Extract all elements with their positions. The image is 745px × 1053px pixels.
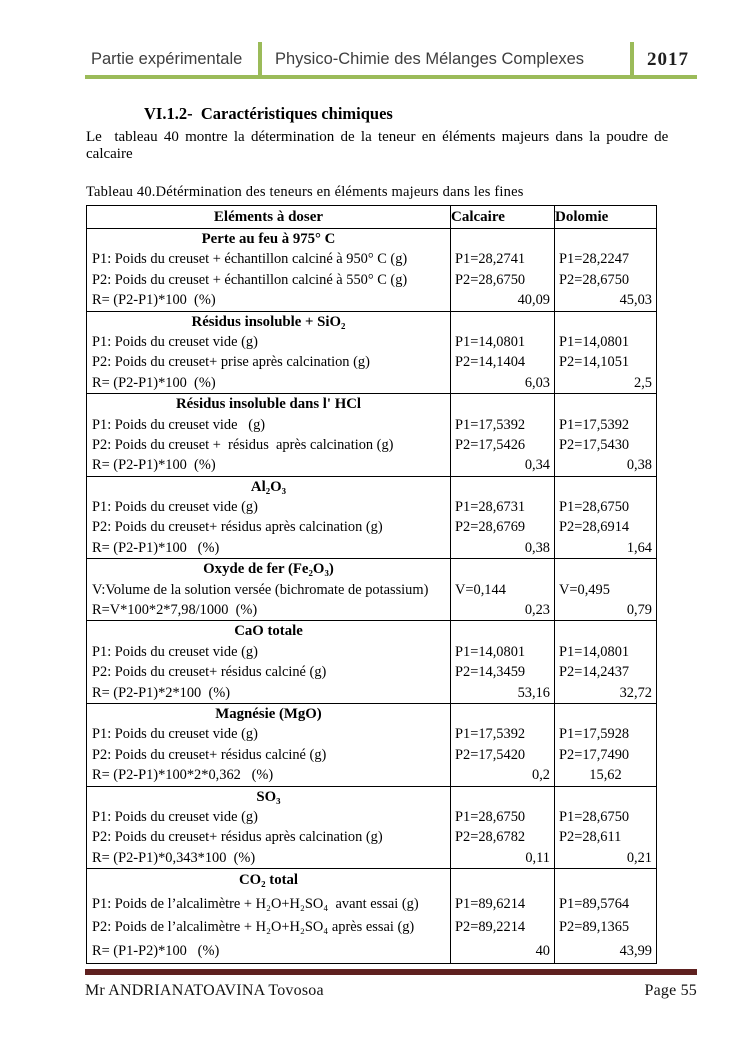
dolomie-value: P1=89,5764 [559,895,630,912]
element-cell [87,311,451,394]
header-year: 2017 [647,48,689,70]
elements-table [86,205,657,964]
dolomie-value: P1=17,5928 [559,726,630,743]
row-label: P2: Poids du creuset+ prise après calcination (g) [92,354,370,371]
calcaire-value: P1=14,0801 [455,333,526,350]
dolomie-cell [555,394,657,477]
calcaire-value: 40 [535,942,550,959]
table-section-row [87,229,657,312]
calcaire-value: P2=14,3459 [455,664,526,681]
footer-text-row [85,982,697,1000]
running-header [85,42,697,79]
dolomie-value: P2=14,2437 [559,664,630,681]
calcaire-value: P1=17,5392 [455,416,526,433]
dolomie-value: P2=17,5430 [559,436,630,453]
calcaire-value: P1=14,0801 [455,643,526,660]
dolomie-value: P2=17,7490 [559,746,630,763]
dolomie-value: P1=28,2247 [559,251,630,268]
calcaire-value: P1=17,5392 [455,726,526,743]
blank-line [555,787,656,807]
column-header-elements: Eléments à doser [87,206,451,229]
calcaire-value: P2=17,5426 [455,436,526,453]
element-cell [87,229,451,312]
calcaire-cell [451,621,555,704]
dolomie-value: P2=28,6750 [559,271,630,288]
page-content [86,104,697,964]
column-header-dolomie: Dolomie [555,206,657,229]
footer-rule [85,969,697,975]
dolomie-value: P1=14,0801 [559,333,630,350]
blank-line [555,559,656,579]
row-label: R= (P2-P1)*100 (%) [92,457,216,474]
section-title: CaO totale [234,623,303,640]
calcaire-value: P2=28,6782 [455,829,526,846]
calcaire-cell [451,559,555,621]
row-label: P2: Poids du creuset+ résidus calciné (g) [92,746,327,763]
row-label: R= (P2-P1)*100 (%) [92,292,216,309]
table-section-row [87,559,657,621]
blank-line [451,621,554,641]
element-cell [87,869,451,964]
row-label: R= (P2-P1)*100*2*0,362 (%) [92,767,274,784]
dolomie-value: 43,99 [619,942,652,959]
row-label: P2: Poids de l’alcalimètre + H₂O+H₂SO₄ après essai (g) [92,919,415,936]
table-section-row [87,703,657,786]
calcaire-value: P2=28,6769 [455,519,526,536]
blank-line [451,312,554,332]
blank-line [555,477,656,497]
row-label: P1: Poids du creuset vide (g) [92,726,258,743]
calcaire-value: 53,16 [517,684,550,701]
calcaire-cell [451,476,555,559]
dolomie-cell [555,703,657,786]
row-label: P2: Poids du creuset + résidus après calcination (g) [92,436,394,453]
calcaire-value: P1=89,6214 [455,895,526,912]
calcaire-cell [451,311,555,394]
calcaire-value: P2=17,5420 [455,746,526,763]
row-label: V:Volume de la solution versée (bichromate de potassium) [92,581,429,598]
row-label: P2: Poids du creuset+ résidus calciné (g) [92,664,327,681]
blank-line [451,559,554,579]
running-footer [85,969,697,1000]
section-title: CO₂ total [238,872,299,889]
blank-line [451,477,554,497]
table-section-row [87,476,657,559]
blank-line [555,704,656,724]
dolomie-value: 0,79 [626,602,652,619]
blank-line [555,394,656,414]
element-cell [87,703,451,786]
calcaire-value: V=0,144 [455,581,506,598]
section-title: Oxyde de fer (Fe₂O₃) [203,561,334,578]
dolomie-cell [555,311,657,394]
calcaire-value: P1=28,6750 [455,808,526,825]
dolomie-value: 32,72 [619,684,652,701]
dolomie-value: 45,03 [619,292,652,309]
section-title: Résidus insoluble dans l' HCl [175,396,362,413]
element-cell [87,786,451,869]
blank-line [451,229,554,249]
row-label: P1: Poids du creuset + échantillon calciné à 950° C (g) [92,251,408,268]
dolomie-cell [555,476,657,559]
table-caption: Tableau 40.Détérmination des teneurs en éléments majeurs dans les fines [86,184,524,200]
dolomie-value: 0,38 [626,457,652,474]
calcaire-cell [451,869,555,964]
row-label: R= (P2-P1)*100 (%) [92,374,216,391]
blank-line [555,229,656,249]
intro-paragraph: Le tableau 40 montre la détermination de la teneur en éléments majeurs dans la poudre de calcaire [86,129,675,162]
row-label: P1: Poids du creuset vide (g) [92,499,258,516]
dolomie-value: P1=17,5392 [559,416,630,433]
blank-line [451,704,554,724]
footer-page-number: Page 55 [644,982,697,999]
dolomie-value: P2=89,1365 [559,919,630,936]
section-title: Al₂O₃ [250,478,287,495]
row-label: R= (P2-P1)*2*100 (%) [92,684,231,701]
row-label: P1: Poids du creuset vide (g) [92,808,258,825]
row-label: R= (P2-P1)*0,343*100 (%) [92,849,256,866]
blank-line [555,312,656,332]
blank-line [451,869,554,893]
row-label: P2: Poids du creuset+ résidus après calcination (g) [92,519,383,536]
row-label: R= (P1-P2)*100 (%) [92,942,220,959]
calcaire-value: P1=28,2741 [455,251,526,268]
calcaire-value: 0,23 [524,602,550,619]
calcaire-value: P2=89,2214 [455,919,526,936]
table-header-row [87,206,657,229]
calcaire-value: P2=28,6750 [455,271,526,288]
element-cell [87,621,451,704]
dolomie-cell [555,786,657,869]
dolomie-value: 1,64 [626,539,652,556]
section-heading: VI.1.2- Caractéristiques chimiques [144,104,393,123]
calcaire-value: 0,2 [532,767,550,784]
row-label: P1: Poids de l’alcalimètre + H₂O+H₂SO₄ avant essai (g) [92,895,419,912]
row-label: P2: Poids du creuset+ résidus après calcination (g) [92,829,383,846]
header-left-label: Partie expérimentale [91,50,243,68]
calcaire-value: 6,03 [524,374,550,391]
table-section-row [87,394,657,477]
table-section-row [87,311,657,394]
table-section-row [87,786,657,869]
dolomie-cell [555,559,657,621]
calcaire-value: 0,11 [525,849,550,866]
column-header-calcaire: Calcaire [451,206,555,229]
row-label: P1: Poids du creuset vide (g) [92,643,258,660]
table-body [87,229,657,964]
dolomie-value: P2=14,1051 [559,354,630,371]
row-label: P1: Poids du creuset vide (g) [92,416,266,433]
section-title: Magnésie (MgO) [215,705,322,722]
dolomie-cell [555,869,657,964]
row-label: P2: Poids du creuset + échantillon calciné à 550° C (g) [92,271,408,288]
dolomie-value: 15,62 [589,767,622,784]
dolomie-cell [555,229,657,312]
header-center-label: Physico-Chimie des Mélanges Complexes [275,50,585,68]
row-label: R= (P2-P1)*100 (%) [92,539,220,556]
blank-line [555,621,656,641]
blank-line [451,394,554,414]
dolomie-value: P1=14,0801 [559,643,630,660]
calcaire-value: 0,38 [524,539,550,556]
dolomie-value: 0,21 [626,849,652,866]
calcaire-cell [451,703,555,786]
dolomie-value: P1=28,6750 [559,499,630,516]
element-cell [87,476,451,559]
dolomie-value: P1=28,6750 [559,808,630,825]
dolomie-cell [555,621,657,704]
section-title: Résidus insoluble + SiO₂ [191,313,346,330]
section-title: Perte au feu à 975° C [201,231,336,247]
dolomie-value: 2,5 [634,374,652,391]
blank-line [451,787,554,807]
calcaire-cell [451,786,555,869]
row-label: R=V*100*2*7,98/1000 (%) [92,602,258,619]
element-cell [87,394,451,477]
calcaire-cell [451,394,555,477]
table-section-row [87,869,657,964]
footer-author: Mr ANDRIANATOAVINA Tovosoa [85,982,324,999]
row-label: P1: Poids du creuset vide (g) [92,333,258,350]
calcaire-value: P2=14,1404 [455,354,526,371]
element-cell [87,559,451,621]
calcaire-cell [451,229,555,312]
dolomie-value: P2=28,6914 [559,519,630,536]
table-section-row [87,621,657,704]
blank-line [555,869,656,893]
section-title: SO₃ [256,788,281,805]
dolomie-value: P2=28,611 [559,829,622,846]
calcaire-value: 0,34 [524,457,550,474]
calcaire-value: 40,09 [517,292,550,309]
dolomie-value: V=0,495 [559,581,610,598]
calcaire-value: P1=28,6731 [455,499,526,516]
